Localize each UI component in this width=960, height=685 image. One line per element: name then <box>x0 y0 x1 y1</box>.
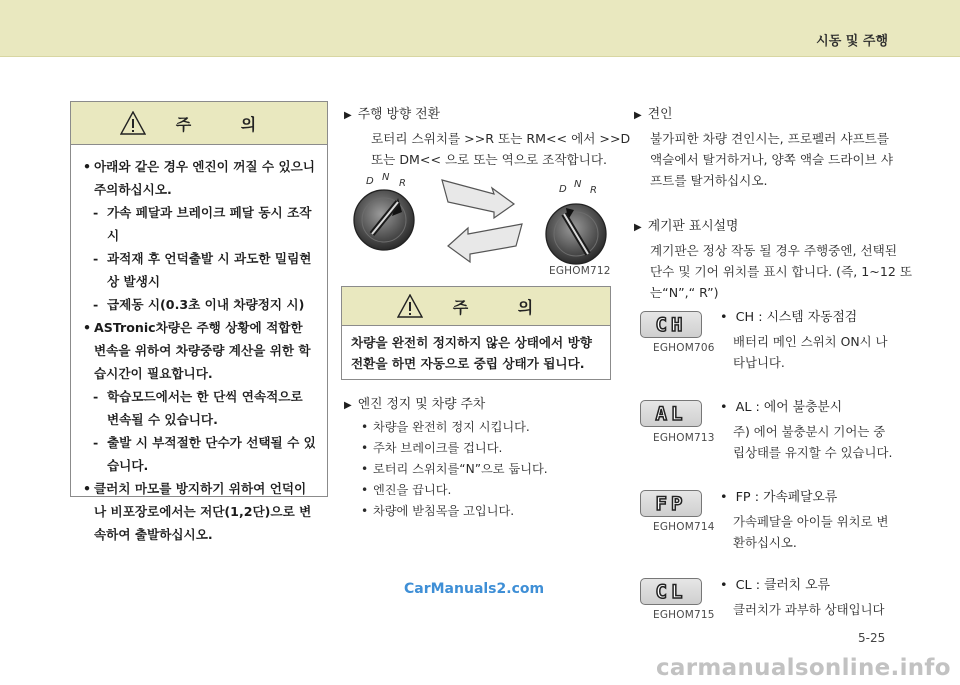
caution-header <box>342 287 610 326</box>
list-item: • 차량에 받침목을 고입니다. <box>361 501 548 522</box>
rotary-switch-illustration <box>344 172 612 278</box>
list-item: • 로터리 스위치를“N”으로 둡니다. <box>361 459 548 480</box>
warning-triangle-icon <box>120 111 146 135</box>
arrow-right-shape <box>442 180 514 218</box>
caution-box-middle <box>341 286 611 380</box>
knob-letter-r: R <box>590 185 597 196</box>
display-item-title: • CH : 시스템 자동점검 <box>720 306 857 325</box>
list-item: • 차량을 완전히 정지 시킵니다. <box>361 417 548 438</box>
display-item-title: • CL : 클러치 오류 <box>720 574 830 593</box>
knob-letter-n: N <box>382 172 390 183</box>
display-item-title: • AL : 에어 불충분시 <box>720 396 842 415</box>
lcd-code-ch: CH <box>640 311 702 338</box>
lcd-code-al: AL <box>640 400 702 427</box>
knob-letter-n: N <box>574 179 582 190</box>
warning-triangle-icon <box>397 294 423 318</box>
knob-letter-d: D <box>366 176 374 187</box>
arrow-right-icon: ▶ <box>344 110 352 121</box>
watermark-text: carmanualsonline.info <box>656 655 951 681</box>
display-item-desc: 주) 에어 불충분시 기어는 중 립상태를 유지할 수 있습니다. <box>733 424 893 460</box>
knob-letter-r: R <box>399 178 406 189</box>
arrow-right-icon: ▶ <box>344 400 352 411</box>
caution-subitem: - 학습모드에서는 한 단씩 연속적으로 변속될 수 있습니다. <box>93 389 303 427</box>
caution-item: • 아래와 같은 경우 엔진이 꺼질 수 있으니 주의하십시오. <box>83 155 317 201</box>
knob-letter-d: D <box>559 184 567 195</box>
towing-heading: ▶ 견인 <box>634 107 673 122</box>
caution-title: 주 의 <box>452 297 556 317</box>
image-code: EGHOM714 <box>653 521 715 533</box>
display-item-desc: 배터리 메인 스위치 ON시 나 타납니다. <box>733 334 888 370</box>
rotary-knob-left <box>354 190 414 250</box>
caution-header <box>71 102 327 145</box>
lcd-code-fp: FP <box>640 490 702 517</box>
display-heading: ▶ 계기판 표시설명 <box>634 219 739 234</box>
arrow-left-shape <box>448 224 522 262</box>
arrow-right-icon: ▶ <box>634 110 642 121</box>
image-code: EGHOM715 <box>653 609 715 621</box>
direction-change-heading: ▶ 주행 방향 전환 <box>344 107 441 122</box>
page-number: 5-25 <box>858 631 886 645</box>
list-item: • 주차 브레이크를 겁니다. <box>361 438 548 459</box>
display-text: 계기판은 정상 작동 될 경우 주행중엔, 선택된 단수 및 기어 위치를 표시 합니다. (즉, 1~12 또 는“N”,“ R”) <box>650 243 913 300</box>
image-code: EGHOM712 <box>549 265 611 277</box>
rotary-knob-right <box>546 204 606 264</box>
caution-box-left <box>70 101 328 542</box>
towing-text: 불가피한 차량 견인시는, 프로펠러 샤프트를 액슬에서 탈거하거나, 양쪽 액슬 드라이브 샤 프트를 탈거하십시오. <box>650 131 893 188</box>
caution-subitem: - 가속 페달과 브레이크 페달 동시 조작 시 <box>93 205 312 243</box>
arrow-right-icon: ▶ <box>634 222 642 233</box>
image-code: EGHOM706 <box>653 342 715 354</box>
display-item-title: • FP : 가속페달오류 <box>720 486 837 505</box>
caution-title: 주 의 <box>175 114 279 134</box>
display-item-desc: 가속페달을 아이들 위치로 변 환하십시오. <box>733 514 889 550</box>
list-item: • 엔진을 끕니다. <box>361 480 548 501</box>
caution-subitem: - 출발 시 부적절한 단수가 선택될 수 있습니다. <box>93 435 316 473</box>
display-item-desc: 클러치가 과부하 상태입니다 <box>733 602 885 617</box>
engine-stop-list <box>361 417 548 522</box>
caution-item: • ASTronic차량은 주행 상황에 적합한 변속을 위하여 차량중량 계산을 위한 학습시간이 필요합니다. <box>83 316 317 385</box>
caution-subitem: - 급제동 시(0.3초 이내 차량정지 시) <box>93 297 305 312</box>
caution-list <box>71 145 327 546</box>
caution-text: 차량을 완전히 정지하지 않은 상태에서 방향 전환을 하면 자동으로 중립 상태가 됩니다. <box>351 335 592 371</box>
header-band <box>0 0 960 57</box>
section-title: 시동 및 주행 <box>816 34 888 49</box>
lcd-code-cl: CL <box>640 578 702 605</box>
watermark-link[interactable]: CarManuals2.com <box>404 581 545 597</box>
image-code: EGHOM713 <box>653 432 715 444</box>
caution-item: • 클러치 마모를 방지하기 위하여 언덕이나 비포장로에서는 저단(1,2단)으로 변속하여 출발하십시오. <box>83 477 317 546</box>
caution-subitem: - 과적재 후 언덕출발 시 과도한 밀림현상 발생시 <box>93 251 312 289</box>
direction-change-text: 로터리 스위치를 >>R 또는 RM<< 에서 >>D 또는 DM<< 으로 또는 역으로 조작합니다. <box>371 131 631 167</box>
engine-stop-heading: ▶ 엔진 정지 및 차량 주차 <box>344 397 486 412</box>
